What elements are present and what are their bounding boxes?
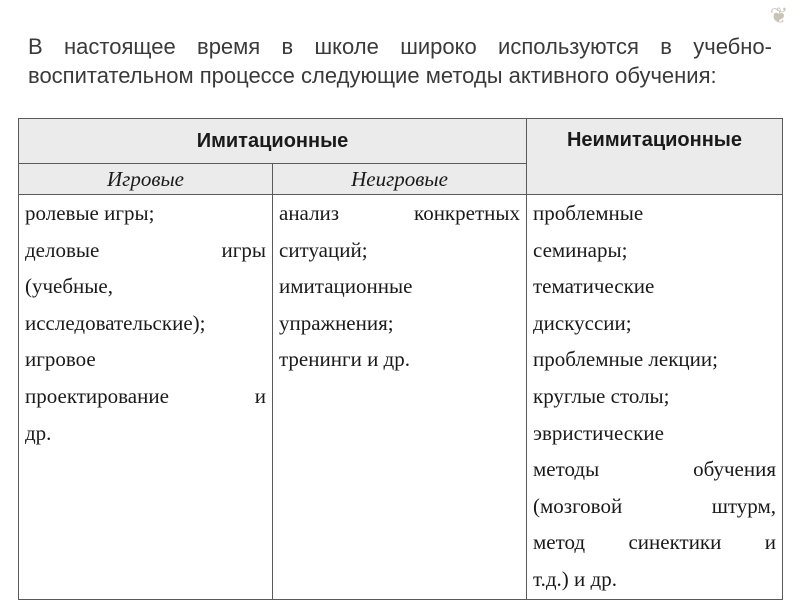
nonimitational-methods-list: [533, 195, 776, 598]
table-line: проектирование и: [25, 383, 266, 408]
table-line: анализ конкретных: [279, 201, 520, 225]
table-line: методы обучения: [533, 457, 776, 482]
table-line: деловые игры: [25, 237, 266, 262]
table-line: исследовательские);: [25, 310, 206, 335]
table-line: эвристические: [533, 420, 664, 445]
cell-nonimitational-methods: [527, 195, 783, 600]
subheader-nongame: Неигровые: [273, 164, 527, 195]
table-line: упражнения;: [279, 310, 394, 335]
table-line: проблемные лекции;: [533, 347, 718, 372]
nongame-methods-list: [279, 195, 520, 378]
table-line: (учебные,: [25, 274, 113, 299]
table-line: ролевые игры;: [25, 201, 155, 225]
table-line: т.д.) и др.: [533, 566, 617, 591]
subheader-game: Игровые: [19, 164, 273, 195]
intro-paragraph: В настоящее время в школе широко используются в учебно-воспитательном процессе следующие методы активного обучения:: [28, 34, 772, 88]
corner-ornament-icon: ❦: [769, 4, 789, 29]
table-line: проблемные: [533, 201, 644, 225]
table-line: круглые столы;: [533, 383, 670, 408]
table-line: (мозговой штурм,: [533, 493, 776, 518]
game-methods-list: [25, 195, 266, 451]
table-line: тренинги и др.: [279, 347, 410, 372]
table-line: семинары;: [533, 237, 628, 262]
table-line: метод синектики и: [533, 530, 776, 555]
table-line: тематические: [533, 274, 655, 299]
table-line: дискуссии;: [533, 310, 632, 335]
methods-table: [18, 118, 783, 600]
table-line: имитационные: [279, 274, 413, 299]
cell-nongame-methods: [273, 195, 527, 600]
header-nonimitational: Неимитационные: [527, 119, 783, 195]
cell-game-methods: [19, 195, 273, 600]
table-line: игровое: [25, 347, 96, 372]
table-line: др.: [25, 420, 52, 445]
header-imitational: Имитационные: [19, 119, 527, 164]
table-line: ситуаций;: [279, 237, 368, 262]
